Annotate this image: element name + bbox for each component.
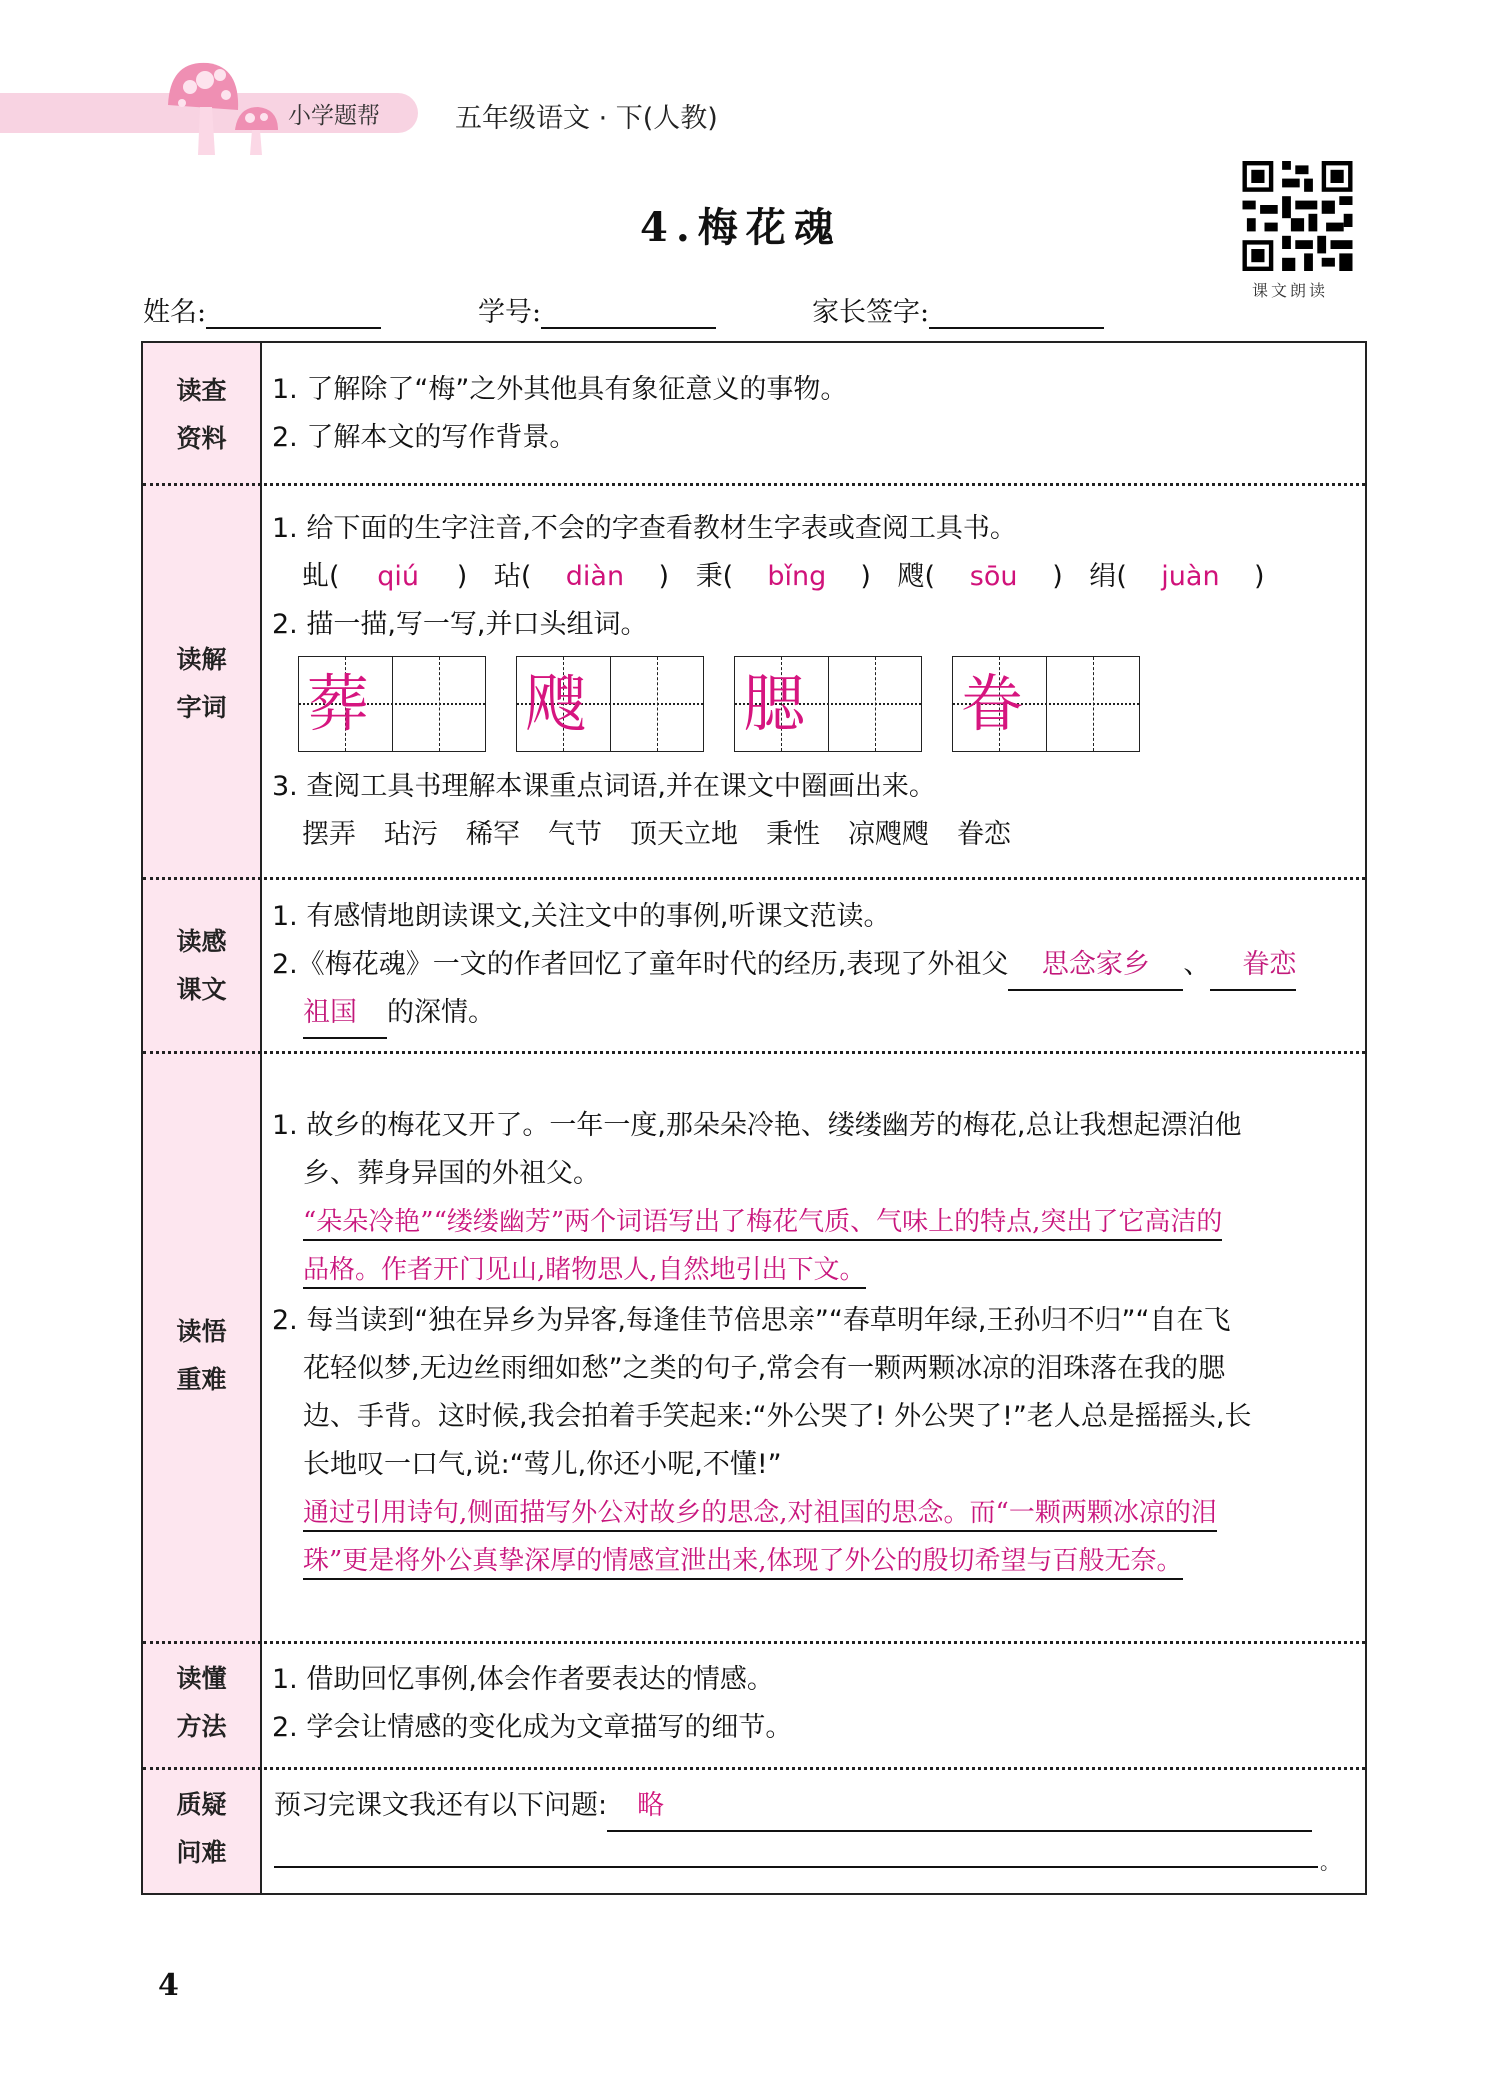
page-title: 4.梅花魂 (640, 204, 842, 251)
passage-line: 长地叹一口气,说:“莺儿,你还小呢,不懂!” (303, 1449, 782, 1480)
question-text: 祖国 的深情。 (303, 989, 495, 1039)
pinyin-answer: qiú (377, 561, 419, 592)
name-input-line[interactable] (206, 301, 381, 329)
section-label: 读查 资料 (176, 376, 227, 453)
question-text: 2. 描一描,写一写,并口头组词。 (272, 609, 648, 640)
book-title: 五年级语文 · 下(人教) (455, 103, 718, 134)
end-mark: 。 (1320, 1850, 1340, 1874)
answer-blank: 眷恋 (1210, 941, 1296, 991)
qr-caption: 课文朗读 (1252, 281, 1329, 300)
pinyin-answer: sōu (969, 561, 1018, 592)
brand-label: 小学题帮 (288, 103, 380, 129)
student-no-input-line[interactable] (541, 301, 716, 329)
item-text: 2. 学会让情感的变化成为文章描写的细节。 (272, 1712, 793, 1743)
trace-char: 腮 (743, 667, 806, 740)
pinyin-row: 虬( qiú ) 玷( diàn ) 秉( bǐng ) 飕( sōu ) 绢( juàn ) (302, 553, 1265, 601)
section-label: 读懂 方法 (176, 1664, 227, 1741)
annotation-line: “朵朵冷艳”“缕缕幽芳”两个词语写出了梅花气质、气味上的特点,突出了它高洁的 (303, 1198, 1222, 1246)
question-text: 2.《梅花魂》一文的作者回忆了童年时代的经历,表现了外祖父 思念家乡 、 眷恋 (272, 941, 1296, 991)
name-label: 姓名: (143, 297, 207, 328)
question-text: 1. 有感情地朗读课文,关注文中的事例,听课文范读。 (272, 901, 891, 932)
section-divider (143, 877, 1365, 880)
writing-grid[interactable] (734, 656, 922, 752)
section-label: 读感 课文 (176, 927, 227, 1004)
parent-sign-label: 家长签字: (812, 297, 930, 328)
section-label: 读解 字词 (176, 645, 227, 722)
trace-char: 眷 (961, 667, 1024, 740)
word-list: 摆弄 玷污 稀罕 气节 顶天立地 秉性 凉飕飕 眷恋 (302, 819, 1011, 850)
pinyin-answer: diàn (565, 561, 625, 592)
mushroom-icon (160, 55, 300, 155)
question-text: 3. 查阅工具书理解本课重点词语,并在课文中圈画出来。 (272, 771, 936, 802)
passage-line: 边、手背。这时候,我会拍着手笑起来:“外公哭了! 外公哭了!”老人总是摇摇头,长 (303, 1401, 1252, 1432)
answer-blank: 思念家乡 (1008, 941, 1183, 991)
item-text: 2. 了解本文的写作背景。 (272, 422, 577, 453)
answer-input-line[interactable]: 略 (607, 1782, 1312, 1832)
pinyin-answer: bǐng (767, 561, 827, 592)
section-divider (143, 1641, 1365, 1644)
pinyin-answer: juàn (1161, 561, 1220, 592)
passage-line: 2. 每当读到“独在异乡为异客,每逢佳节倍思亲”“春草明年绿,王孙归不归”“自在飞 (272, 1305, 1231, 1336)
qr-code-icon[interactable] (1240, 161, 1355, 271)
student-no-label: 学号: (478, 297, 542, 328)
trace-char: 飕 (525, 667, 588, 740)
parent-sign-input-line[interactable] (929, 301, 1104, 329)
annotation-line: 品格。作者开门见山,睹物思人,自然地引出下文。 (303, 1246, 866, 1294)
annotation-line: 通过引用诗句,侧面描写外公对故乡的思念,对祖国的思念。而“一颗两颗冰凉的泪 (303, 1489, 1217, 1537)
section-divider (143, 483, 1365, 486)
section-label: 读悟 重难 (176, 1317, 227, 1394)
answer-input-line-2[interactable] (274, 1866, 1318, 1868)
item-text: 1. 了解除了“梅”之外其他具有象征意义的事物。 (272, 374, 848, 405)
writing-grid[interactable] (516, 656, 704, 752)
trace-char: 葬 (307, 667, 370, 740)
question-text: 1. 给下面的生字注音,不会的字查看教材生字表或查阅工具书。 (272, 513, 1017, 544)
item-text: 1. 借助回忆事例,体会作者要表达的情感。 (272, 1664, 774, 1695)
passage-line: 乡、葬身异国的外祖父。 (303, 1158, 600, 1189)
parent-sign-field[interactable] (812, 290, 1104, 329)
section-divider (143, 1767, 1365, 1770)
passage-line: 花轻似梦,无边丝雨细如愁”之类的句子,常会有一颗两颗冰凉的泪珠落在我的腮 (303, 1353, 1226, 1384)
writing-grid[interactable] (952, 656, 1140, 752)
name-field[interactable] (143, 290, 381, 329)
section-label: 质疑 问难 (176, 1790, 227, 1867)
question-prompt: 预习完课文我还有以下问题: 略 (274, 1782, 1312, 1832)
student-no-field[interactable] (478, 290, 716, 329)
annotation-line: 珠”更是将外公真挚深厚的情感宣泄出来,体现了外公的殷切希望与百般无奈。 (303, 1537, 1183, 1585)
passage-line: 1. 故乡的梅花又开了。一年一度,那朵朵冷艳、缕缕幽芳的梅花,总让我想起漂泊他 (272, 1110, 1242, 1141)
answer-blank: 祖国 (303, 989, 387, 1039)
section-divider (143, 1051, 1365, 1054)
page-number: 4 (158, 1968, 179, 2003)
writing-grid[interactable] (298, 656, 486, 752)
